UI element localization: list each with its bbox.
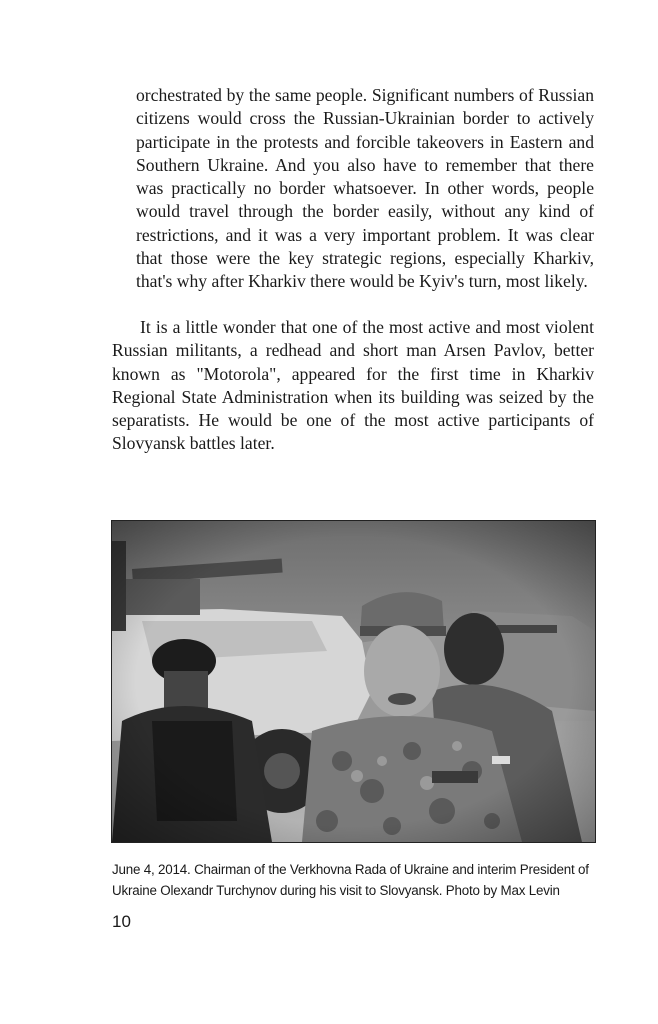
paragraph-text: orchestrated by the same people. Significant numbers of Russian citizens would cross the Russian-Ukrainian border to actively participate in the protests and forcible takeovers in Eastern and Southern Ukraine. And you also have to remember that there was practically no border whatsoever. In other words, people would travel through the border easily, without any kind of restrictions, and it was a very important problem. It was clear that those were the key strategic regions, especially Kharkiv, that's why after Kharkiv there would be Kyiv's turn, most likely. — [136, 85, 594, 292]
body-paragraph-2: It is a little wonder that one of the most active and most violent Russian militants, a redhead and short man Arsen Pavlov, better known as "Motorola", appeared for the first time in Kharkiv Regional State Administration when its building was seized by the separatists. He would be one of the most active participants of Slovyansk battles later. — [112, 317, 594, 454]
photograph — [111, 520, 596, 843]
body-paragraph-1 — [112, 84, 594, 294]
photo-caption: June 4, 2014. Chairman of the Verkhovna Rada of Ukraine and interim President of Ukraine Olexandr Turchynov during his visit to Slovyansk. Photo by Max Levin — [112, 862, 589, 898]
page-number: 10 — [112, 912, 131, 931]
photo-illustration — [112, 521, 595, 842]
